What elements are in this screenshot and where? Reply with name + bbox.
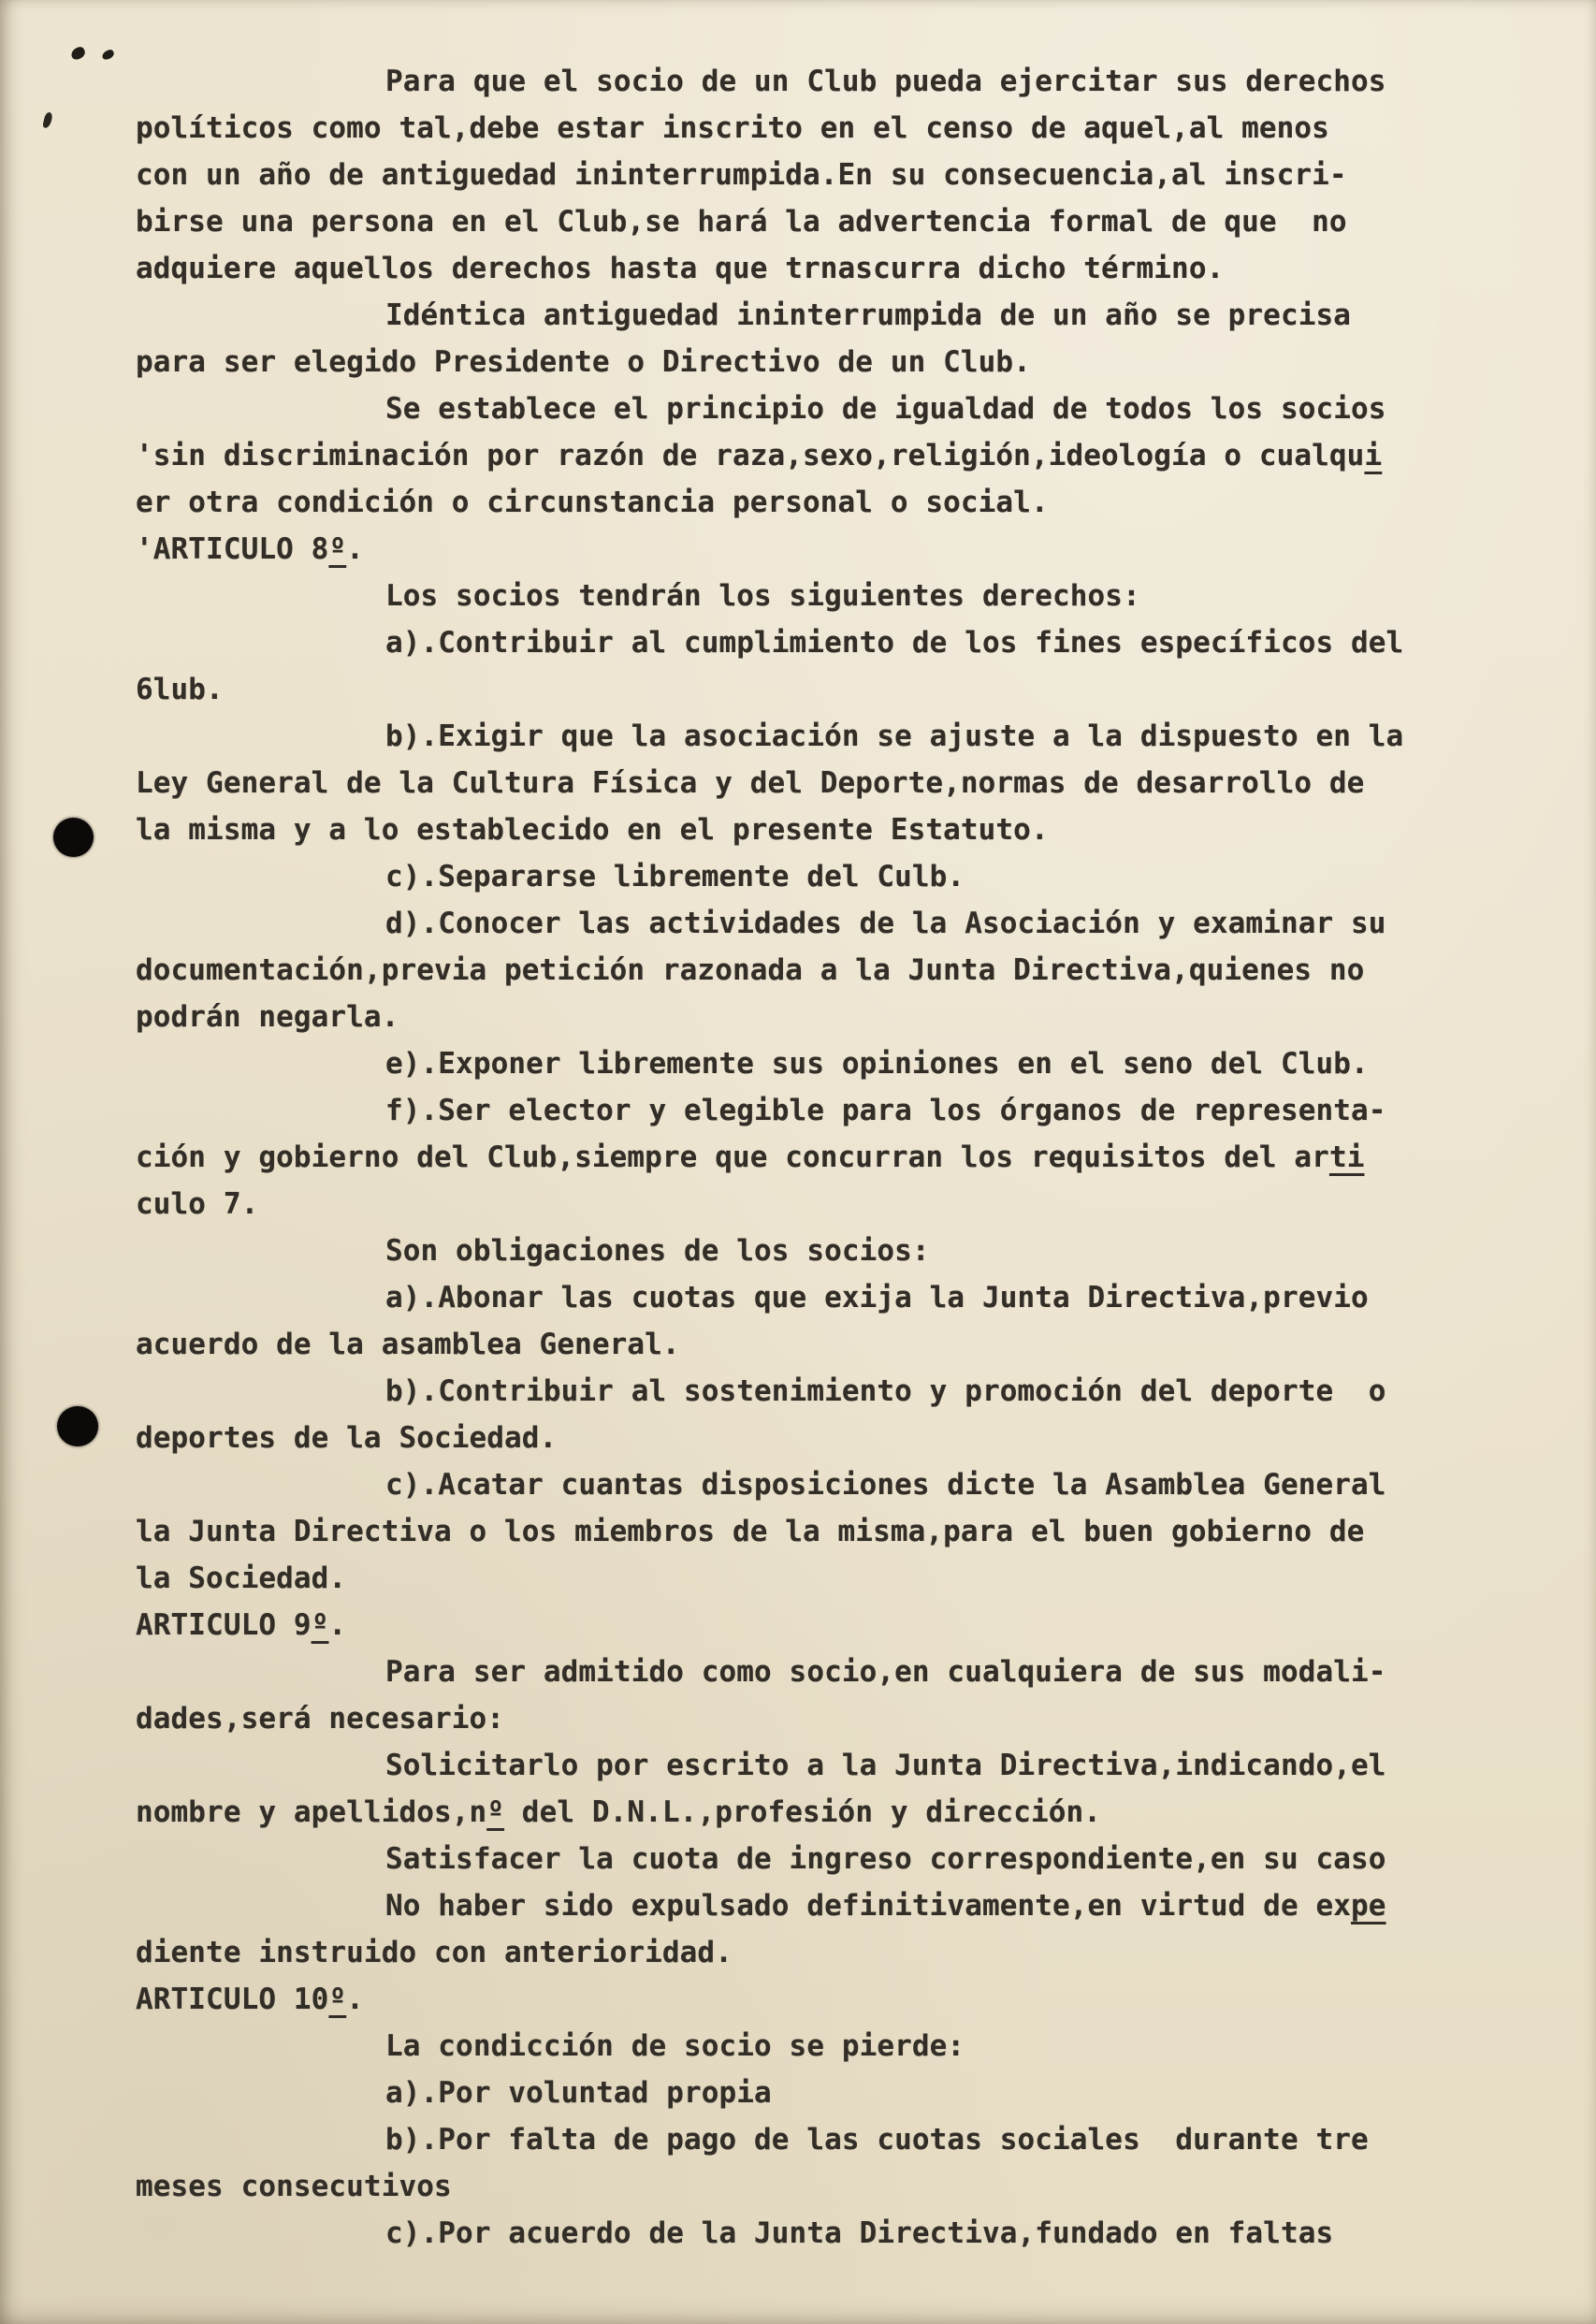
text-segment: para ser elegido Presidente o Directivo de un Club. xyxy=(136,345,1031,379)
document-line xyxy=(136,1461,1539,1508)
text-segment: Se establece el principio de igualdad de todos los socios xyxy=(385,392,1386,426)
text-segment: b).Exigir que la asociación se ajuste a la dispuesto en la xyxy=(385,719,1404,753)
text-segment: d).Conocer las actividades de la Asociación y examinar su xyxy=(385,907,1386,940)
document-text xyxy=(136,58,1539,2257)
document-line xyxy=(136,2116,1539,2163)
document-line xyxy=(136,1181,1539,1227)
document-line xyxy=(136,105,1539,152)
text-segment: b).Contribuir al sostenimiento y promoción del deporte o xyxy=(385,1374,1386,1408)
document-line xyxy=(136,1227,1539,1274)
text-segment: a).Por voluntad propia xyxy=(385,2076,772,2110)
ink-speck xyxy=(101,49,115,61)
document-line xyxy=(136,2023,1539,2070)
text-segment: c).Separarse libremente del Culb. xyxy=(385,860,965,893)
text-segment: Satisfacer la cuota de ingreso correspondiente,en su caso xyxy=(385,1842,1386,1876)
text-segment: er otra condición o circunstancia personal o social. xyxy=(136,486,1049,519)
text-segment: la Junta Directiva o los miembros de la misma,para el buen gobierno de xyxy=(136,1515,1365,1548)
document-line xyxy=(136,1321,1539,1368)
text-segment: . xyxy=(346,1983,364,2016)
text-segment: ción y gobierno del Club,siempre que concurran los requisitos del ar xyxy=(136,1140,1329,1174)
document-line xyxy=(136,1789,1539,1836)
text-segment: Idéntica antiguedad ininterrumpida de un año se precisa xyxy=(385,298,1351,332)
underlined-text: º xyxy=(328,1983,347,2016)
text-segment: políticos como tal,debe estar inscrito en el censo de aquel,al menos xyxy=(136,111,1329,145)
document-line xyxy=(136,58,1539,105)
document-line xyxy=(136,573,1539,619)
document-line xyxy=(136,292,1539,339)
document-line xyxy=(136,1882,1539,1929)
document-line xyxy=(136,1742,1539,1789)
document-line xyxy=(136,2210,1539,2257)
document-line xyxy=(136,1976,1539,2023)
text-segment: a).Abonar las cuotas que exija la Junta Directiva,previo xyxy=(385,1281,1369,1315)
document-line xyxy=(136,1602,1539,1649)
document-line xyxy=(136,994,1539,1040)
text-segment: la misma y a lo establecido en el presente Estatuto. xyxy=(136,813,1049,847)
hole-punch-mark xyxy=(57,1406,98,1446)
hole-punch-mark xyxy=(53,818,94,857)
document-line xyxy=(136,1508,1539,1555)
underlined-text: º xyxy=(328,532,347,566)
text-segment: acuerdo de la asamblea General. xyxy=(136,1328,680,1361)
text-segment: ARTICULO 10 xyxy=(136,1983,329,2016)
document-line xyxy=(136,806,1539,853)
document-line xyxy=(136,619,1539,666)
text-segment: ARTICULO 9 xyxy=(136,1608,312,1642)
text-segment: . xyxy=(346,532,364,566)
underlined-text: º xyxy=(311,1608,329,1642)
text-segment: e).Exponer libremente sus opiniones en el seno del Club. xyxy=(385,1047,1369,1081)
document-line xyxy=(136,479,1539,526)
document-line xyxy=(136,198,1539,245)
text-segment: Para que el socio de un Club pueda ejercitar sus derechos xyxy=(385,65,1386,98)
underlined-text: pe xyxy=(1351,1889,1386,1923)
document-line xyxy=(136,900,1539,947)
text-segment: c).Acatar cuantas disposiciones dicte la Asamblea General xyxy=(385,1468,1386,1502)
underlined-text: ti xyxy=(1328,1140,1365,1174)
text-segment: Son obligaciones de los socios: xyxy=(385,1234,930,1268)
document-line xyxy=(136,1274,1539,1321)
document-line xyxy=(136,853,1539,900)
text-segment: No haber sido expulsado definitivamente,en virtud de ex xyxy=(385,1889,1351,1923)
document-line xyxy=(136,339,1539,385)
text-segment: a).Contribuir al cumplimiento de los fines específicos del xyxy=(385,626,1404,660)
text-segment: 6lub. xyxy=(136,673,224,706)
document-line xyxy=(136,1040,1539,1087)
document-line xyxy=(136,526,1539,573)
text-segment: Ley General de la Cultura Física y del Deporte,normas de desarrollo de xyxy=(136,766,1365,800)
text-segment: nombre y apellidos,n xyxy=(136,1795,487,1829)
document-line xyxy=(136,713,1539,760)
document-line xyxy=(136,1555,1539,1602)
underlined-text: º xyxy=(486,1795,505,1829)
document-line xyxy=(136,2163,1539,2210)
text-segment: adquiere aquellos derechos hasta que trnascurra dicho término. xyxy=(136,252,1225,285)
text-segment: con un año de antiguedad ininterrumpida.En su consecuencia,al inscri- xyxy=(136,158,1347,192)
text-segment: Los socios tendrán los siguientes derechos: xyxy=(385,579,1140,613)
document-line xyxy=(136,245,1539,292)
underlined-text: i xyxy=(1364,439,1383,472)
document-line xyxy=(136,1415,1539,1461)
text-segment: la Sociedad. xyxy=(136,1561,347,1595)
text-segment: birse una persona en el Club,se hará la advertencia formal de que no xyxy=(136,205,1347,239)
text-segment: culo 7. xyxy=(136,1187,259,1221)
text-segment: 'sin discriminación por razón de raza,sexo,religión,ideología o cualqu xyxy=(136,439,1365,472)
text-segment: diente instruido con anterioridad. xyxy=(136,1936,733,1969)
document-line xyxy=(136,1649,1539,1695)
text-segment: b).Por falta de pago de las cuotas sociales durante tre xyxy=(385,2123,1369,2157)
text-segment: Para ser admitido como socio,en cualquiera de sus modali- xyxy=(385,1655,1386,1689)
document-line xyxy=(136,432,1539,479)
text-segment: del D.N.L.,profesión y dirección. xyxy=(504,1795,1102,1829)
document-line xyxy=(136,1695,1539,1742)
text-segment: Solicitarlo por escrito a la Junta Directiva,indicando,el xyxy=(385,1749,1386,1782)
text-segment: 'ARTICULO 8 xyxy=(136,532,329,566)
document-line xyxy=(136,666,1539,713)
document-line xyxy=(136,2070,1539,2116)
document-line xyxy=(136,947,1539,994)
document-line xyxy=(136,1087,1539,1134)
text-segment: podrán negarla. xyxy=(136,1000,399,1034)
document-line xyxy=(136,760,1539,806)
document-line xyxy=(136,1929,1539,1976)
text-segment: deportes de la Sociedad. xyxy=(136,1421,558,1455)
text-segment: meses consecutivos xyxy=(136,2170,452,2203)
text-segment: dades,será necesario: xyxy=(136,1702,505,1736)
text-segment: f).Ser elector y elegible para los órganos de representa- xyxy=(385,1094,1386,1127)
document-line xyxy=(136,385,1539,432)
document-line xyxy=(136,152,1539,198)
ink-speck xyxy=(69,46,86,62)
ink-tick xyxy=(42,111,53,128)
document-line xyxy=(136,1368,1539,1415)
text-segment: La condicción de socio se pierde: xyxy=(385,2029,965,2063)
text-segment: . xyxy=(328,1608,347,1642)
text-segment: c).Por acuerdo de la Junta Directiva,fundado en faltas xyxy=(385,2216,1334,2250)
text-segment: documentación,previa petición razonada a la Junta Directiva,quienes no xyxy=(136,953,1365,987)
document-line xyxy=(136,1836,1539,1882)
document-line xyxy=(136,1134,1539,1181)
